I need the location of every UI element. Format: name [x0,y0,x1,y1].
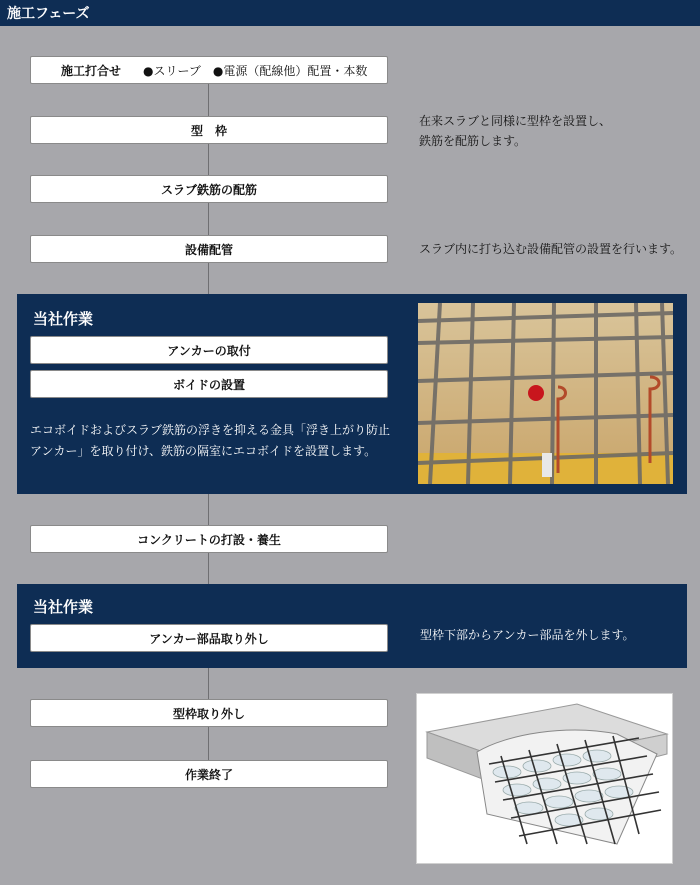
page-title: 施工フェーズ [7,6,90,22]
note-piping: スラブ内に打ち込む設備配管の設置を行います。 [419,242,683,256]
panel1-description-line1: エコボイドおよびスラブ鉄筋の浮きを抑える金具「浮き上がり防止 [30,423,391,437]
panel1-description-line2: アンカー」を取り付け、鉄筋の隔室にエコボイドを設置します。 [30,444,377,458]
step-piping [30,235,388,263]
panel1-description [30,420,390,462]
step-void-install [30,370,388,398]
company-work-panel-1 [17,294,687,494]
step-rebar-label: スラブ鉄筋の配筋 [160,182,257,197]
rebar-anchor-photo [418,303,673,484]
step-formwork-removal-label: 型枠取り外し [172,706,245,721]
step-anchor-removal-label: アンカー部品取り外し [149,631,269,646]
step-piping-label: 設備配管 [184,242,233,257]
panel2-note: 型枠下部からアンカー部品を外します。 [420,628,635,642]
step-anchor-install-label: アンカーの取付 [167,343,251,358]
page-header [0,0,700,26]
step-void-install-label: ボイドの設置 [172,377,245,392]
note-formwork [419,111,611,151]
step-meeting [30,56,388,84]
step-finish [30,760,388,788]
step-anchor-removal [30,624,388,652]
step-finish-label: 作業終了 [184,767,233,782]
step-meeting-label: 施工打合せ [61,63,122,78]
step-formwork-removal [30,699,388,727]
note-formwork-line2: 鉄筋を配筋します。 [419,134,527,148]
company-work-panel-2 [17,584,687,668]
step-rebar [30,175,388,203]
step-formwork [30,116,388,144]
step-formwork-label: 型 枠 [190,123,227,138]
step-meeting-extra: ●スリーブ ●電源（配線他）配置・本数 [143,63,368,78]
panel2-title: 当社作業 [33,598,94,616]
step-concrete [30,525,388,553]
note-formwork-line1: 在来スラブと同様に型枠を設置し、 [419,114,612,128]
step-anchor-install [30,336,388,364]
step-concrete-label: コンクリートの打設・養生 [137,532,281,547]
slab-cutaway-illustration [416,693,673,864]
panel1-title: 当社作業 [33,310,94,328]
